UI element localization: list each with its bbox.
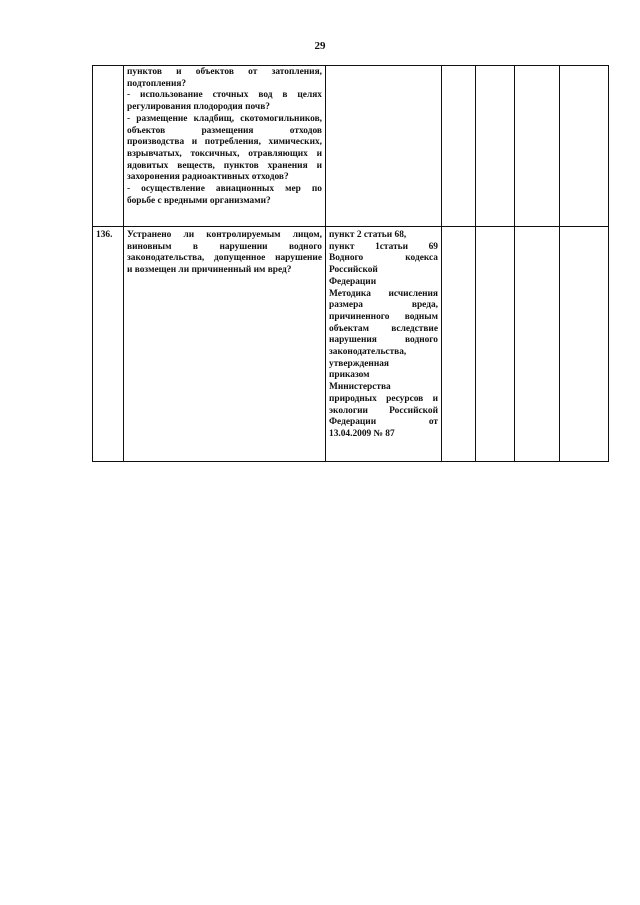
reference-line: 13.04.2009 № 87 <box>329 428 395 439</box>
reference-line: объектам вследствие <box>329 323 438 334</box>
question-line: виновным в нарушении водного <box>127 241 322 252</box>
note-cell <box>560 66 609 227</box>
answer-yes-cell <box>442 227 476 462</box>
question-line: законодательства, допущенное нарушение <box>127 253 322 264</box>
answer-no-cell <box>476 66 515 227</box>
reference-line: размера вреда, <box>329 300 438 311</box>
question-cell <box>124 66 326 227</box>
question-line: - размещение кладбищ, скотомогильников, <box>127 113 322 124</box>
checklist-table <box>92 65 609 462</box>
question-line: подтопления? <box>127 78 187 89</box>
answer-na-cell <box>515 227 560 462</box>
reference-line: природных ресурсов и <box>329 393 438 404</box>
question-line: производства и потребления, химических, <box>127 137 322 148</box>
reference-line: Министерства <box>329 382 391 393</box>
reference-line: экологии Российской <box>329 405 438 416</box>
question-line: - осуществление авиационных мер по <box>127 184 322 195</box>
answer-yes-cell <box>442 66 476 227</box>
reference-cell <box>326 227 442 462</box>
reference-line: приказом <box>329 370 370 381</box>
page-number: 29 <box>314 40 326 52</box>
answer-na-cell <box>515 66 560 227</box>
question-cell <box>124 227 326 462</box>
reference-line: законодательства, <box>329 347 407 358</box>
reference-line: Федерации <box>329 276 377 287</box>
reference-line: Водного кодекса <box>329 253 438 264</box>
reference-line: Российской <box>329 265 378 276</box>
question-line: регулирования плодородия почв? <box>127 102 270 113</box>
reference-line: Федерации от <box>329 417 438 428</box>
reference-line: утвержденная <box>329 358 389 369</box>
reference-line: пункт 1статьи 69 <box>329 241 438 252</box>
table-row <box>93 227 609 462</box>
reference-line: Методика исчисления <box>329 288 438 299</box>
reference-line: нарушения водного <box>329 335 438 346</box>
question-line: борьбе с вредными организмами? <box>127 195 271 206</box>
question-line: - использование сточных вод в целях <box>127 90 322 101</box>
question-line: ядовитых веществ, пунктов хранения и <box>127 160 322 171</box>
reference-line: причиненного водным <box>329 311 438 322</box>
question-line: взрывчатых, токсичных, отравляющих и <box>127 148 322 159</box>
question-line: объектов размещения отходов <box>127 125 322 136</box>
row-number-cell <box>93 66 124 227</box>
question-line: Устранено ли контролируемым лицом, <box>127 230 322 240</box>
reference-cell <box>326 66 442 227</box>
table-row <box>93 66 609 227</box>
question-line: захоронения радиоактивных отходов? <box>127 172 289 183</box>
row-number-cell: 136. <box>93 227 124 462</box>
answer-no-cell <box>476 227 515 462</box>
question-line: и возмещен ли причиненный им вред? <box>127 265 292 276</box>
reference-line: пункт 2 статьи 68, <box>329 230 407 240</box>
question-line: пунктов и объектов от затопления, <box>127 67 322 77</box>
note-cell <box>560 227 609 462</box>
